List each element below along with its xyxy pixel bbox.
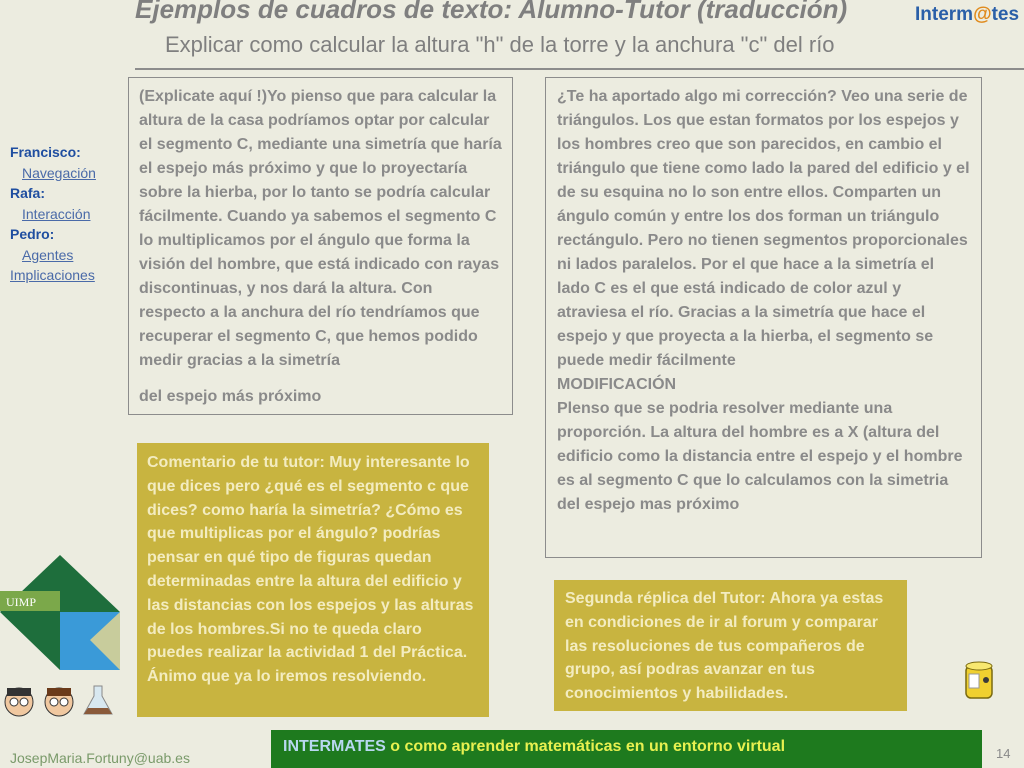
nav-author-rafa: Rafa: (10, 185, 46, 201)
footer-tagline-text: o como aprender matemáticas en un entorno virtual (385, 738, 786, 755)
footer-brand: INTERMATES (283, 738, 386, 755)
logo-text-o: @ (973, 4, 992, 25)
nav-link-navegacion[interactable]: Navegación (22, 164, 96, 181)
tutor-second-reply-box (554, 580, 907, 711)
header-divider (135, 68, 1024, 70)
agent-mug-icon[interactable] (960, 660, 1000, 702)
nav-link-interaccion[interactable]: Interacción (22, 205, 91, 222)
uimp-label: UIMP (6, 595, 37, 609)
uimp-logo-icon (0, 555, 120, 670)
nav-author-pedro: Pedro: (10, 226, 55, 242)
logo-text-a: Interm (915, 4, 974, 25)
modification-text: Plenso que se podria resolver mediante una proporción. La altura del hombre es a X (altura del edificio como la distancia entre el espejo y el hombre es al segmento C que lo calculamos con la simetria del espejo mas próximo (557, 400, 963, 513)
nav-link-implicaciones[interactable]: Implicaciones (10, 267, 95, 283)
student-explanation-text: (Explicate aquí !)Yo pienso que para calcular la altura de la casa podríamos optar por calcular el segmento C, mediante una simetría que haría el espejo más próximo y que lo proyectaría sobre la hierba, por lo tanto se podría calcular fácilmente. Cuando ya sabemos el segmento C lo multiplicamos por el ángulo que forma la visión del hombre, que está indicado con rayas discontinuas, y nos dará la altura. Con respecto a la anchura del río tendríamos que recuperar el segmento C, que hemos podido medir gracias a la simetría (139, 88, 502, 369)
modification-heading: MODIFICACIÓN (557, 376, 677, 393)
student-reply-text: ¿Te ha aportado algo mi corrección? Veo una serie de triángulos. Los que estan formatos por los espejos y los hombres creo que son parecidos, en cambio el triángulo que tiene como lado la pared del edificio y el de su esquina no lo son entre ellos. Comparten un ángulo común y entre los dos forman un triángulo rectángulo. Pero no tienen segmentos proporcionales ni lados paralelos. Por el que hace a la simetría el lado C es el que está indicado de color azul y atraviesa el río. Gracias a la simetría que hace el espejo y que proyecta a la hierba, el segmento se puede medir fácilmente (557, 88, 970, 369)
nav-author-francisco: Francisco: (10, 144, 81, 160)
footer-tagline (283, 738, 785, 756)
intermates-logo (915, 0, 1024, 30)
page-number: 14 (996, 746, 1011, 761)
logo-text-b: tes (991, 4, 1020, 25)
student-explanation-tail: del espejo más próximo (139, 388, 322, 405)
tutor-comment-text: Comentario de tu tutor: Muy interesante lo que dices pero ¿qué es el segmento c que dices? como haría la simetría? ¿Cómo es que multiplicas por el ángulo? podrías pensar en qué tipo de figuras quedan determinadas entre la altura del edificio y las distancias con los espejos y las alturas de los hombres.Si no te queda claro puedes realizar la actividad 1 del Práctica. Ánimo que ya lo iremos resolviendo. (147, 454, 474, 686)
student-explanation-box[interactable] (128, 77, 513, 415)
tutor-comment-box (137, 443, 489, 717)
page-title: Ejemplos de cuadros de texto: Alumno-Tutor (traducción) (135, 0, 848, 24)
nav-link-agentes[interactable]: Agentes (22, 246, 74, 263)
page-subtitle: Explicar como calcular la altura "h" de la torre y la anchura "c" del río (165, 32, 835, 57)
author-email[interactable]: JosepMaria.Fortuny@uab.es (10, 750, 190, 766)
students-avatars-icon (2, 680, 117, 720)
tutor-second-reply-text: Segunda réplica del Tutor: Ahora ya estas en condiciones de ir al forum y comparar las resoluciones de tus compañeros de grupo, así podras avanzar en tus conocimientos y habilidades. (565, 590, 884, 703)
student-reply-box[interactable] (545, 77, 982, 558)
side-navigation (10, 142, 96, 286)
